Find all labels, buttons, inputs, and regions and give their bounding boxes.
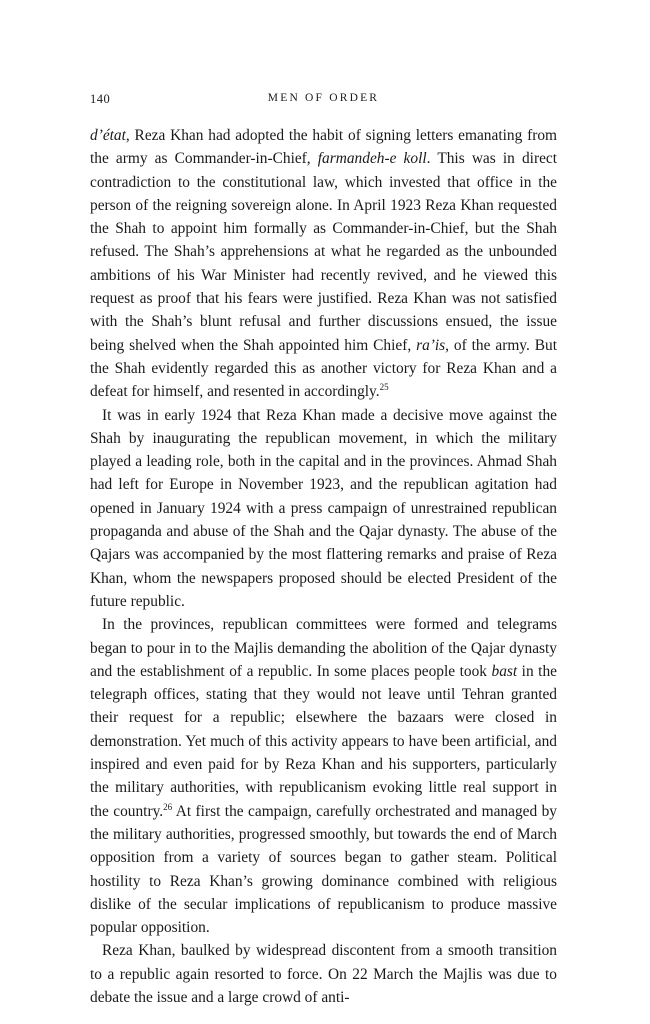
running-title: MEN OF ORDER: [267, 92, 380, 104]
book-page: [90, 92, 557, 1009]
text-run: In the provinces, republican committees were formed and telegrams began to pour in to the Majlis demanding the abolition of the Qajar dynasty and the establishment of a republic. In some places people took: [90, 616, 557, 680]
running-head: [90, 92, 557, 112]
italic-term: bast: [491, 662, 518, 680]
paragraph: [90, 939, 557, 1009]
text-run: It was in early 1924 that Reza Khan made a decisive move against the Shah by inaugurating the republican movement, in which the military played a leading role, both in the capital and in the provinces. Ahmad Shah had left for Europe in November 1923, and the republican agitation had opened in January 1924 with a press campaign of unrestrained republican propaganda and abuse of the Shah and the Qajar dynasty. The abuse of the Qajars was accompanied by the most flattering remarks and praise of Reza Khan, whom the newspapers proposed should be elected President of the future republic.: [90, 406, 557, 610]
paragraph: [90, 404, 557, 614]
paragraph: [90, 613, 557, 939]
paragraph: [90, 124, 557, 404]
body-text: [90, 124, 557, 1009]
italic-term: farmandeh-e koll: [317, 150, 427, 168]
footnote-ref: 26: [163, 801, 173, 812]
text-run: . This was in direct contradiction to the constitutional law, which invested that office in the person of the reigning sovereign alone. In April 1923 Reza Khan requested the Shah to appoint him formally as Commander-in-Chief, but the Shah refused. The Shah’s apprehensions at what he regarded as the unbounded ambitions of his War Minister had recently revived, and he viewed this request as proof that his fears were justified. Reza Khan was not satisfied with the Shah’s blunt refusal and further discussions ensued, the issue being shelved when the Shah appointed him Chief,: [90, 150, 558, 354]
text-run: At first the campaign, carefully orchestrated and managed by the military authorities, progressed smoothly, but towards the end of March opposition from a variety of sources began to gather steam. Political hostility to Reza Khan’s growing dominance combined with religious dislike of the secular implications of republicanism to produce massive popular opposition.: [90, 802, 558, 937]
italic-term: ra’is: [416, 336, 446, 354]
italic-term: d’état: [90, 127, 126, 144]
page-number: 140: [90, 92, 111, 106]
text-run: , of the army. But the Shah evidently regarded this as another victory for Reza Khan and a defeat for himself, and resented in accordingly.: [90, 336, 557, 401]
footnote-ref: 25: [379, 382, 389, 393]
text-run: Reza Khan, baulked by widespread discontent from a smooth transition to a republic again resorted to force. On 22 March the Majlis was due to debate the issue and a large crowd of anti-: [90, 942, 557, 1006]
text-run: , Reza Khan had adopted the habit of signing letters emanating from the army as Commander-in-Chief,: [90, 127, 557, 168]
text-run: in the telegraph offices, stating that they would not leave until Tehran granted their request for a republic; elsewhere the bazaars were closed in demonstration. Yet much of this activity appears to have been artificial, and inspired and even paid for by Reza Khan and his supporters, particularly the military authorities, with republicanism evoking little real support in the country.: [90, 662, 557, 820]
